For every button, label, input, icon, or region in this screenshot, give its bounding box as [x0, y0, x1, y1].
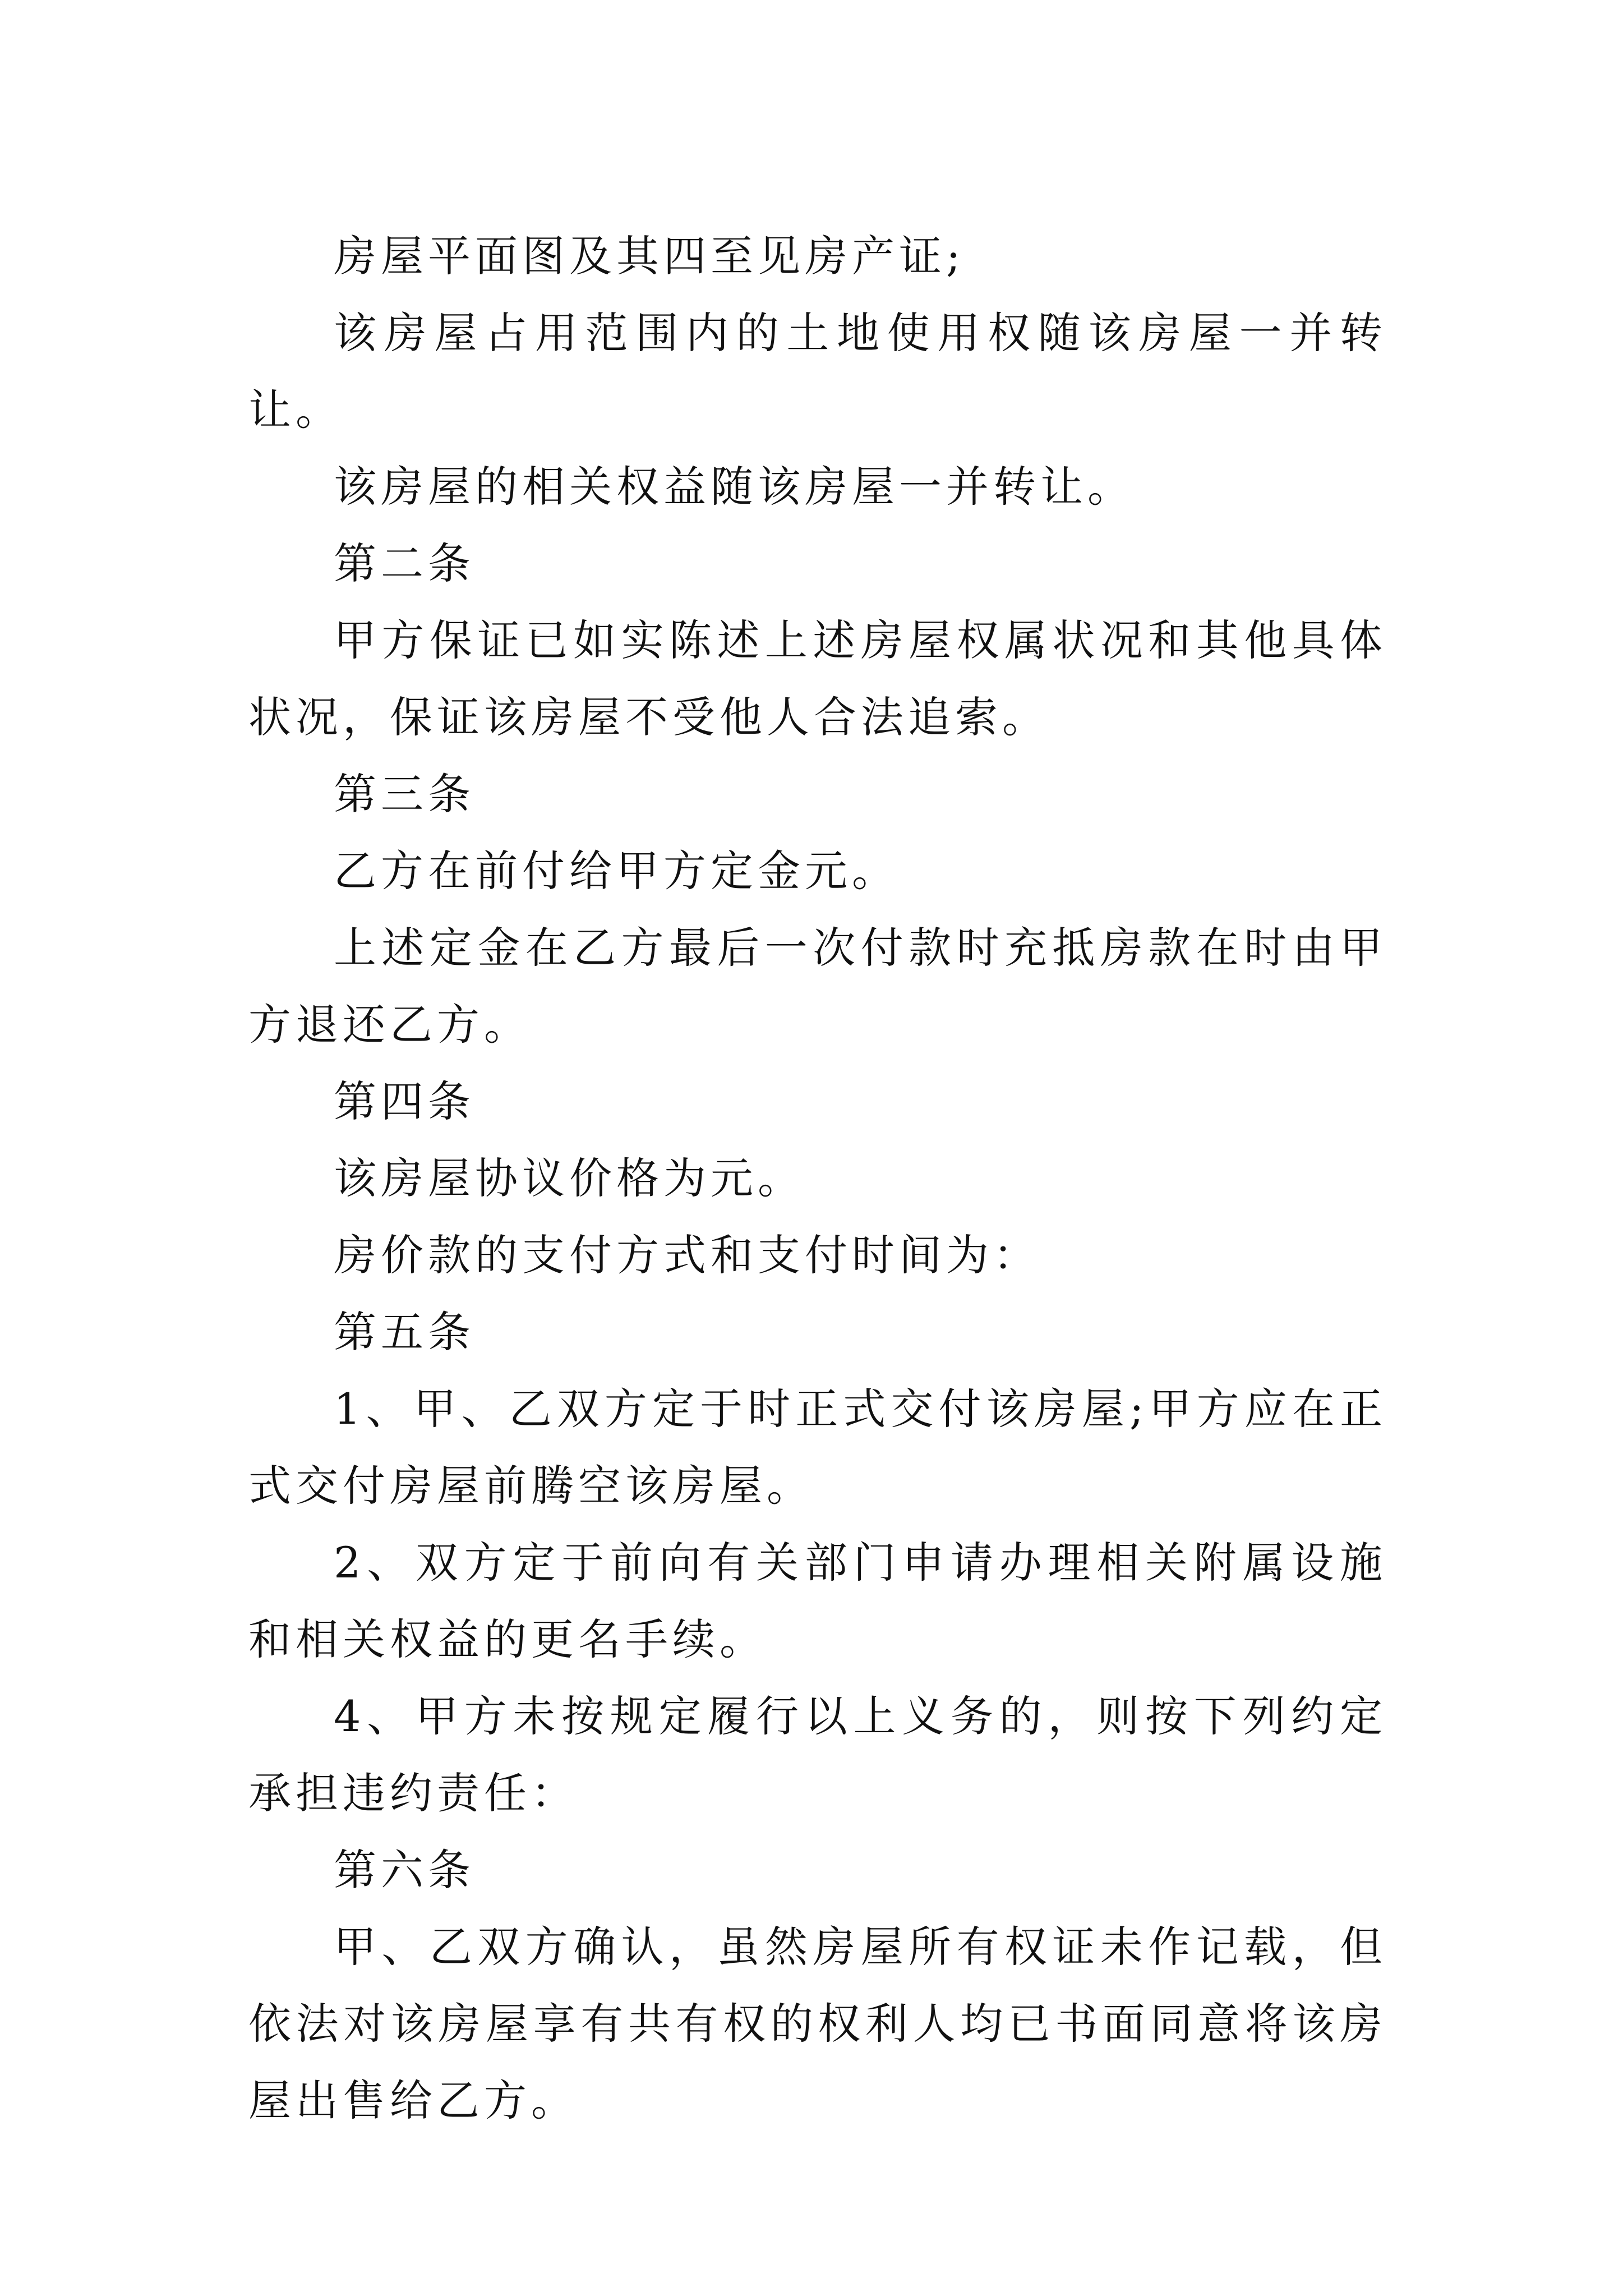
article-heading-3: 第三条 — [334, 769, 475, 819]
paragraph-payment-method: 房价款的支付方式和支付时间为： — [334, 1230, 1040, 1280]
paragraph-seller-guarantee: 甲方保证已如实陈述上述房屋权属状况和其他具体状况，保证该房屋不受他人合法追索。 — [248, 615, 1387, 742]
paragraph-breach-liability: 4、甲方未按规定履行以上义务的，则按下列约定承担违约责任： — [248, 1691, 1387, 1818]
document-body — [248, 218, 1387, 2139]
paragraph-related-rights: 该房屋的相关权益随该房屋一并转让。 — [334, 462, 1135, 512]
paragraph-land-use-right: 该房屋占用范围内的土地使用权随该房屋一并转让。 — [248, 308, 1387, 435]
paragraph-name-change: 2、双方定于前向有关部门申请办理相关附属设施和相关权益的更名手续。 — [248, 1538, 1387, 1664]
paragraph-deposit-offset: 上述定金在乙方最后一次付款时充抵房款在时由甲方退还乙方。 — [248, 923, 1387, 1050]
paragraph-deposit: 乙方在前付给甲方定金元。 — [334, 846, 899, 896]
article-heading-2: 第二条 — [334, 539, 475, 588]
article-heading-5: 第五条 — [334, 1307, 475, 1357]
paragraph-delivery: 1、甲、乙双方定于时正式交付该房屋;甲方应在正式交付房屋前腾空该房屋。 — [248, 1384, 1387, 1511]
paragraph-agreed-price: 该房屋协议价格为元。 — [334, 1153, 805, 1203]
article-heading-4: 第四条 — [334, 1076, 475, 1126]
article-heading-6: 第六条 — [334, 1845, 475, 1895]
paragraph-floor-plan: 房屋平面图及其四至见房产证; — [334, 231, 965, 281]
paragraph-co-owner-consent: 甲、乙双方确认，虽然房屋所有权证未作记载，但依法对该房屋享有共有权的权利人均已书面同意将该房屋出售给乙方。 — [248, 1922, 1387, 2125]
